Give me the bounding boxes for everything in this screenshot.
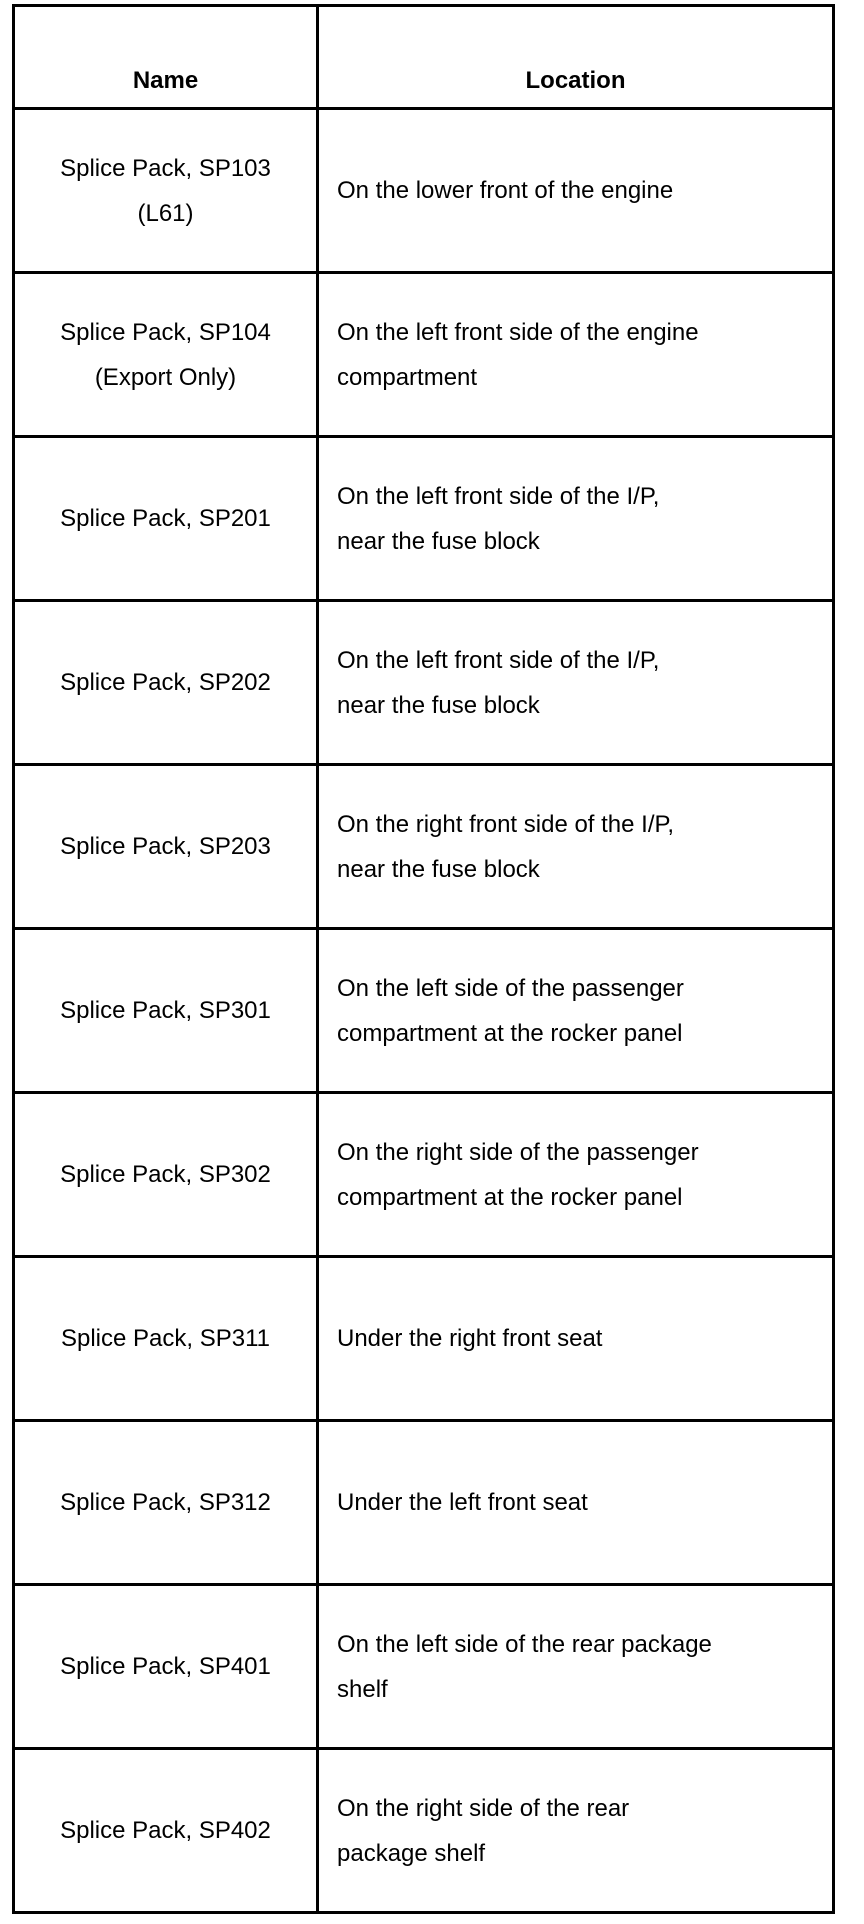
name-line: Splice Pack, SP201 bbox=[60, 505, 271, 532]
cell-location bbox=[318, 437, 834, 601]
cell-name bbox=[14, 437, 318, 601]
cell-name bbox=[14, 601, 318, 765]
location-line: On the left front side of the I/P, bbox=[337, 482, 660, 510]
cell-name bbox=[14, 273, 318, 437]
cell-location bbox=[318, 1749, 834, 1913]
name-line: Splice Pack, SP402 bbox=[60, 1817, 271, 1844]
location-line: shelf bbox=[337, 1675, 388, 1703]
location-line: On the left side of the passenger bbox=[337, 974, 684, 1002]
location-line: Under the right front seat bbox=[337, 1325, 603, 1352]
name-line: (L61) bbox=[137, 199, 194, 227]
cell-location bbox=[318, 273, 834, 437]
name-line: Splice Pack, SP312 bbox=[60, 1489, 271, 1516]
cell-location bbox=[318, 1093, 834, 1257]
cell-location bbox=[318, 109, 834, 273]
table-row bbox=[14, 1421, 834, 1585]
cell-name bbox=[14, 765, 318, 929]
location-line: near the fuse block bbox=[337, 527, 540, 555]
table-row bbox=[14, 437, 834, 601]
location-line: near the fuse block bbox=[337, 855, 540, 883]
cell-location bbox=[318, 929, 834, 1093]
table-row bbox=[14, 273, 834, 437]
name-line: Splice Pack, SP311 bbox=[60, 1325, 270, 1352]
name-line: Splice Pack, SP104 bbox=[60, 318, 271, 346]
header-name: Name bbox=[14, 6, 318, 109]
table-row bbox=[14, 601, 834, 765]
cell-name bbox=[14, 929, 318, 1093]
name-line: Splice Pack, SP103 bbox=[60, 154, 271, 182]
cell-location bbox=[318, 1421, 834, 1585]
location-line: On the right front side of the I/P, bbox=[337, 810, 675, 838]
table-row bbox=[14, 109, 834, 273]
cell-name bbox=[14, 109, 318, 273]
cell-name bbox=[14, 1421, 318, 1585]
table-body bbox=[14, 109, 834, 1913]
location-line: On the right side of the passenger bbox=[337, 1138, 699, 1166]
location-line: Under the left front seat bbox=[337, 1489, 588, 1516]
cell-location bbox=[318, 1585, 834, 1749]
name-line: Splice Pack, SP203 bbox=[60, 833, 271, 860]
name-line: Splice Pack, SP401 bbox=[60, 1653, 271, 1680]
location-line: On the lower front of the engine bbox=[337, 177, 674, 204]
cell-name bbox=[14, 1585, 318, 1749]
cell-location bbox=[318, 765, 834, 929]
location-line: compartment at the rocker panel bbox=[337, 1183, 683, 1211]
cell-location bbox=[318, 1257, 834, 1421]
cell-name bbox=[14, 1257, 318, 1421]
header-location: Location bbox=[318, 6, 834, 109]
location-line: package shelf bbox=[337, 1839, 486, 1867]
location-line: near the fuse block bbox=[337, 691, 540, 719]
cell-location bbox=[318, 601, 834, 765]
splice-pack-location-table bbox=[12, 4, 835, 1914]
table-row bbox=[14, 765, 834, 929]
table-header-row bbox=[14, 6, 834, 109]
table-row bbox=[14, 929, 834, 1093]
location-line: On the left front side of the I/P, bbox=[337, 646, 660, 674]
name-line: Splice Pack, SP302 bbox=[60, 1161, 271, 1188]
table-row bbox=[14, 1749, 834, 1913]
cell-name bbox=[14, 1093, 318, 1257]
location-line: On the left front side of the engine bbox=[337, 318, 699, 346]
name-line: (Export Only) bbox=[94, 363, 237, 391]
table-row bbox=[14, 1257, 834, 1421]
location-line: On the right side of the rear bbox=[337, 1794, 630, 1822]
name-line: Splice Pack, SP301 bbox=[60, 997, 271, 1024]
location-line: On the left side of the rear package bbox=[337, 1630, 712, 1658]
table-row bbox=[14, 1585, 834, 1749]
location-line: compartment bbox=[337, 363, 478, 391]
table-row bbox=[14, 1093, 834, 1257]
cell-name bbox=[14, 1749, 318, 1913]
name-line: Splice Pack, SP202 bbox=[60, 669, 271, 696]
location-line: compartment at the rocker panel bbox=[337, 1019, 683, 1047]
